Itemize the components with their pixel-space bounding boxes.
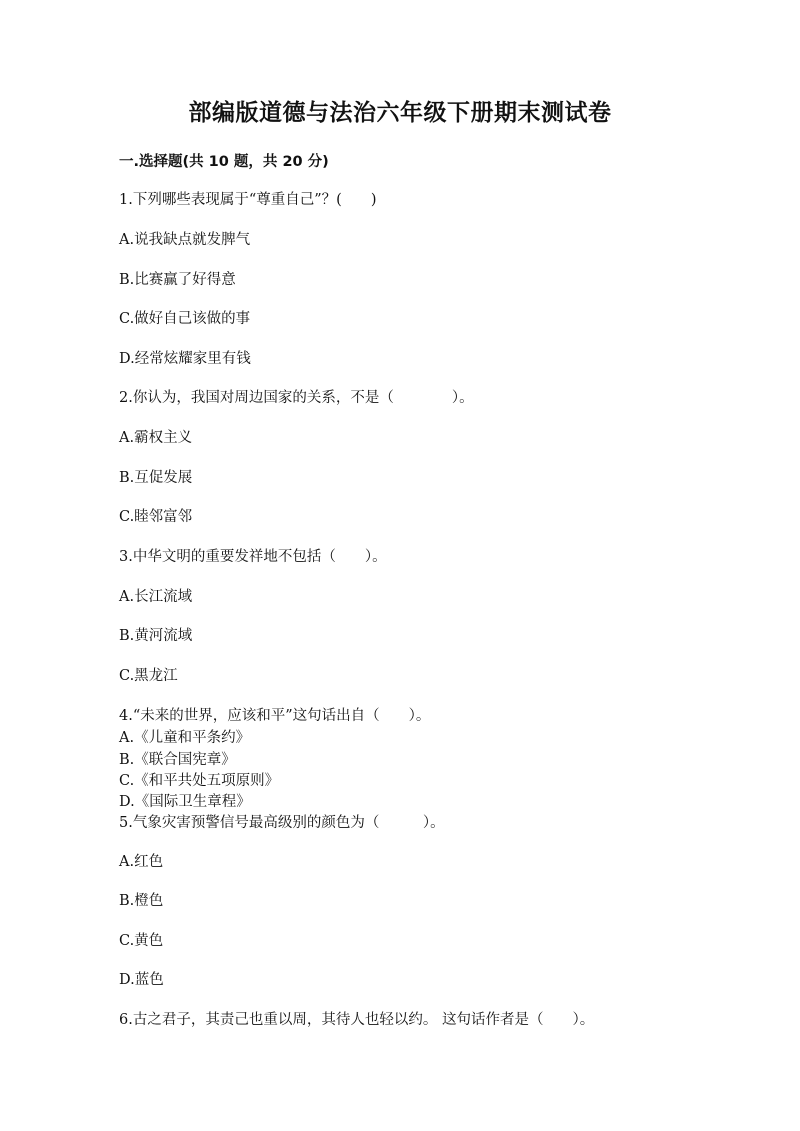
question-5-option-a: A.红色 [119, 854, 164, 870]
question-1-option-d: D.经常炫耀家里有钱 [119, 351, 251, 367]
question-4-option-d: D.《国际卫生章程》 [119, 794, 251, 810]
question-6-stem: 6.古之君子，其责己也重以周，其待人也轻以约。 这句话作者是（ ）。 [119, 1012, 595, 1028]
question-4-stem: 4.“未来的世界，应该和平”这句话出自（ ）。 [119, 708, 431, 724]
section-heading: 一.选择题(共 10 题，共 20 分) [119, 154, 329, 170]
question-1-stem: 1.下列哪些表现属于“尊重自己”？( ) [119, 192, 377, 208]
question-5-option-c: C.黄色 [119, 933, 164, 949]
question-4-option-b: B.《联合国宪章》 [119, 752, 236, 768]
question-1-option-c: C.做好自己该做的事 [119, 311, 251, 327]
question-2-option-a: A.霸权主义 [119, 430, 193, 446]
question-5-stem: 5.气象灾害预警信号最高级别的颜色为（ ）。 [119, 815, 445, 831]
question-1-option-b: B.比赛赢了好得意 [119, 272, 236, 288]
question-2-option-c: C.睦邻富邻 [119, 509, 193, 525]
page-title: 部编版道德与法治六年级下册期末测试卷 [188, 100, 612, 126]
question-5-option-b: B.橙色 [119, 893, 164, 909]
question-3-option-a: A.长江流域 [119, 589, 193, 605]
question-4-option-a: A.《儿童和平条约》 [119, 730, 251, 746]
question-1-option-a: A.说我缺点就发脾气 [119, 232, 251, 248]
question-2-option-b: B.互促发展 [119, 470, 193, 486]
question-3-option-b: B.黄河流域 [119, 628, 193, 644]
question-3-stem: 3.中华文明的重要发祥地不包括（ ）。 [119, 549, 387, 565]
question-5-option-d: D.蓝色 [119, 972, 164, 988]
question-3-option-c: C.黑龙江 [119, 668, 178, 684]
question-4-option-c: C.《和平共处五项原则》 [119, 773, 280, 789]
question-2-stem: 2.你认为，我国对周边国家的关系，不是（ ）。 [119, 390, 474, 406]
